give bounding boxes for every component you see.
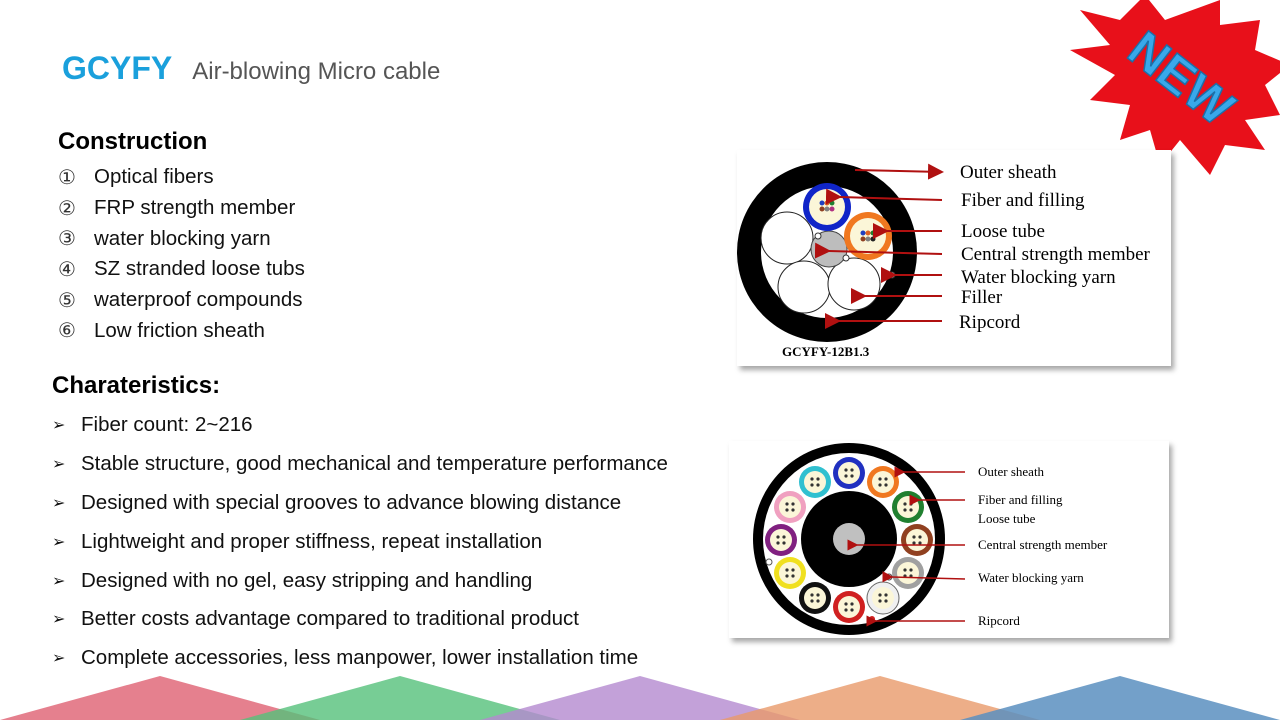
item-label: water blocking yarn <box>94 226 271 250</box>
label-fiber-filling: Fiber and filling <box>961 190 1085 211</box>
list-item <box>58 223 305 254</box>
label-outer-sheath: Outer sheath <box>978 464 1045 479</box>
ripcord-dot <box>869 616 875 622</box>
construction-heading: Construction <box>58 128 208 155</box>
item-label: Lightweight and proper stiffness, repeat installation <box>81 529 543 553</box>
label-fiber-filling: Fiber and filling <box>978 492 1063 507</box>
item-label: Fiber count: 2~216 <box>81 413 253 437</box>
label-filler: Filler <box>961 287 1003 308</box>
item-number: ⑥ <box>58 320 76 343</box>
product-subtitle: Air-blowing Micro cable <box>192 58 441 85</box>
central-strength-member <box>833 523 865 555</box>
bullet-arrow-icon: ➢ <box>52 533 66 551</box>
item-number: ⑤ <box>58 289 76 312</box>
label-outer-sheath: Outer sheath <box>960 162 1057 183</box>
bullet-arrow-icon: ➢ <box>52 611 66 629</box>
item-number: ③ <box>58 228 76 251</box>
cable-diagram-1-svg <box>737 150 1171 366</box>
item-number: ④ <box>58 258 76 281</box>
new-badge-text: NEW <box>1118 20 1245 137</box>
list-item <box>52 484 668 523</box>
label-water-yarn: Water blocking yarn <box>978 570 1084 585</box>
item-number: ① <box>58 166 76 189</box>
decorative-triangles <box>0 670 1280 720</box>
bullet-arrow-icon: ➢ <box>52 456 66 474</box>
label-water-yarn: Water blocking yarn <box>961 267 1116 288</box>
list-item <box>52 561 668 600</box>
list-item <box>58 285 305 316</box>
label-loose-tube: Loose tube <box>961 221 1045 242</box>
cable-diagram-2-svg <box>729 441 1169 638</box>
bullet-arrow-icon: ➢ <box>52 494 66 512</box>
characteristics-heading: Charateristics: <box>52 372 221 399</box>
arrow-outer-sheath <box>855 170 942 172</box>
bullet-arrow-icon: ➢ <box>52 417 66 435</box>
label-loose-tube: Loose tube <box>978 511 1036 526</box>
diagram-caption: GCYFY-12B1.3 <box>782 344 870 359</box>
list-item <box>58 254 305 285</box>
item-label: Low friction sheath <box>94 318 265 342</box>
item-label: Designed with no gel, easy stripping and handling <box>81 568 533 592</box>
page-title <box>62 50 440 87</box>
water-blocking-yarn-dot <box>815 233 821 239</box>
list-item <box>52 406 668 445</box>
triangle-blue <box>960 676 1280 720</box>
label-ripcord: Ripcord <box>978 613 1020 628</box>
list-item <box>58 315 305 346</box>
characteristics-list <box>52 406 668 678</box>
list-item <box>52 445 668 484</box>
item-label: Stable structure, good mechanical and temperature performance <box>81 452 668 476</box>
item-label: waterproof compounds <box>94 288 303 312</box>
cable-cross-section-diagram-2 <box>729 441 1169 638</box>
item-label: FRP strength member <box>94 196 296 220</box>
list-item <box>52 600 668 639</box>
label-ripcord: Ripcord <box>959 312 1021 333</box>
bullet-arrow-icon: ➢ <box>52 572 66 590</box>
item-label: SZ stranded loose tubs <box>94 257 305 281</box>
list-item <box>58 162 305 193</box>
list-item <box>52 522 668 561</box>
cable-cross-section-diagram-1 <box>737 150 1171 366</box>
label-central-member: Central strength member <box>978 537 1108 552</box>
item-label: Complete accessories, less manpower, lower installation time <box>81 646 639 670</box>
item-label: Designed with special grooves to advance blowing distance <box>81 490 622 514</box>
product-code: GCYFY <box>62 50 173 86</box>
list-item <box>58 193 305 224</box>
item-label: Better costs advantage compared to traditional product <box>81 607 579 631</box>
construction-list <box>58 162 305 346</box>
item-number: ② <box>58 197 76 220</box>
label-central-member: Central strength member <box>961 244 1150 265</box>
item-label: Optical fibers <box>94 165 214 189</box>
filler-bottom-left <box>778 261 830 313</box>
bullet-arrow-icon: ➢ <box>52 650 66 668</box>
filler-left <box>761 212 813 264</box>
